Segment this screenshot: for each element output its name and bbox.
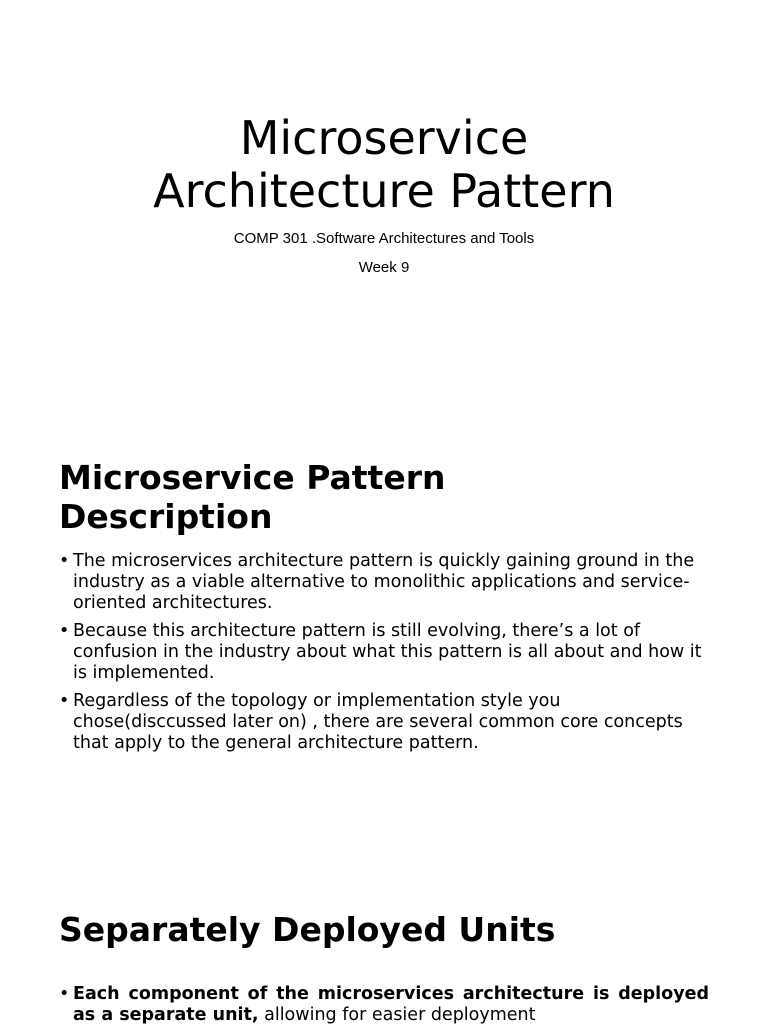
course-subtitle: COMP 301 .Software Architectures and Tools (233, 230, 535, 247)
bullet-item (59, 621, 709, 684)
units-bullet-list (59, 984, 709, 1026)
bullet-dot-icon: • (59, 621, 70, 641)
heading-line-2: Description (59, 497, 273, 536)
bullet-bold-text: Each component of the microservices architecture is deployed as a separate unit, (73, 984, 709, 1025)
bullet-item (59, 551, 709, 614)
bullet-rest-text: allowing for easier deployment (258, 1005, 536, 1025)
title-line-2: Architecture Pattern (153, 164, 615, 218)
heading-line-1: Microservice Pattern (59, 458, 446, 497)
bullet-text: Regardless of the topology or implementation style you chose(disccussed later on) , there are several common core concepts that apply to the general architecture pattern. (73, 691, 683, 753)
title-line-1: Microservice (239, 111, 529, 165)
units-heading: Separately Deployed Units (59, 910, 556, 949)
bullet-dot-icon: • (59, 691, 70, 711)
week-subtitle: Week 9 (358, 259, 410, 276)
bullet-item (59, 984, 709, 1026)
bullet-text (73, 984, 709, 1025)
description-slide (0, 408, 768, 816)
description-bullet-list (59, 551, 709, 761)
bullet-text: Because this architecture pattern is still evolving, there’s a lot of confusion in the industry about what this pattern is all about and how it is implemented. (73, 621, 702, 683)
bullet-item (59, 691, 709, 754)
bullet-dot-icon: • (59, 551, 70, 571)
bullet-text: The microservices architecture pattern is quickly gaining ground in the industry as a viable alternative to monolithic applications and service-oriented architectures. (73, 551, 695, 613)
title-slide (0, 0, 768, 408)
presentation-title (0, 112, 768, 218)
description-heading (59, 458, 719, 536)
units-slide (0, 816, 768, 1024)
bullet-dot-icon: • (59, 984, 70, 1004)
